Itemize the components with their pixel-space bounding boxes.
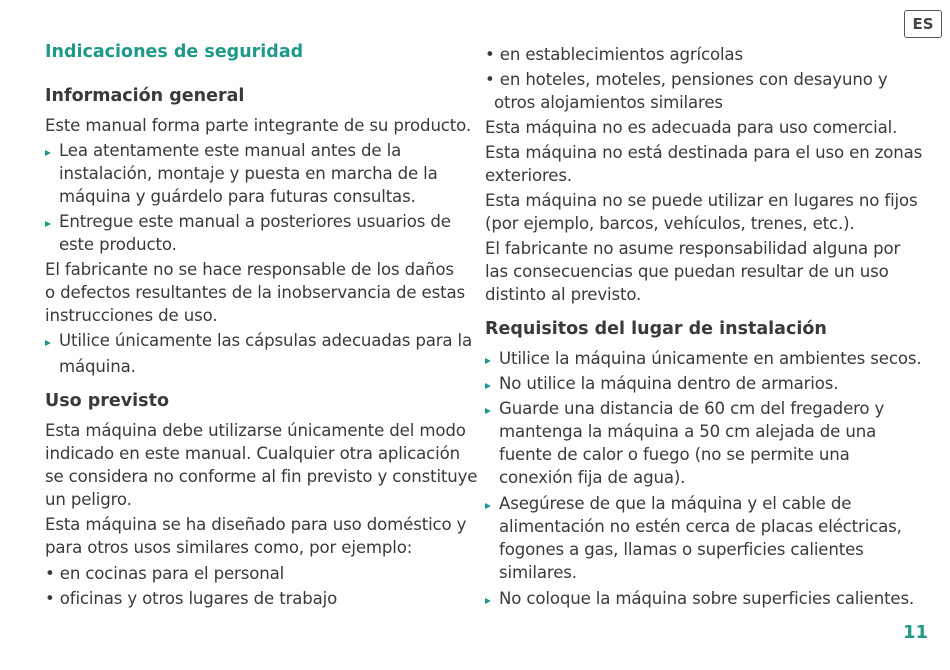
general-intro: Este manual forma parte integrante de su producto. [45,116,471,135]
req-hot-surfaces: No coloque la máquina sobre superficies calientes. [499,589,915,608]
bullet-1-line-2: instalación, montaje y puesta en marcha de la [59,164,438,183]
req-cable-line-3: fogones a gas, llamas o superficies calientes [499,540,864,559]
req-cable-line-1: Asegúrese de que la máquina y el cable de [499,494,852,513]
responsibility-line-3: distinto al previsto. [485,285,642,304]
intended-use-line-1: Esta máquina debe utilizarse únicamente del modo [45,421,466,440]
bullet-1-line-1: Lea atentamente este manual antes de la [59,141,402,160]
responsibility-line-1: El fabricante no asume responsabilidad alguna por [485,239,901,258]
bullet-2-line-1: Entregue este manual a posteriores usuarios de [59,212,451,231]
intended-use-heading: Uso previsto [45,391,169,411]
bullet-arrow-icon [485,408,491,414]
bullet-arrow-icon [45,150,51,156]
not-mobile-line-2: (por ejemplo, barcos, vehículos, trenes, etc.). [485,214,855,233]
req-dry: Utilice la máquina únicamente en ambientes secos. [499,349,922,368]
not-outdoor-line-2: exteriores. [485,166,572,185]
section-title: Indicaciones de seguridad [45,42,304,62]
manufacturer-line-3: instrucciones de uso. [45,306,218,325]
dot-item-hotels-line-1: • en hoteles, moteles, pensiones con desayuno y [485,70,888,89]
dot-item-agricultural: • en establecimientos agrícolas [485,45,743,64]
bullet-arrow-icon [45,340,51,346]
intended-use-line-3: se considera no conforme al fin previsto y constituye [45,467,478,486]
not-outdoor-line-1: Esta máquina no está destinada para el uso en zonas [485,143,923,162]
req-distance-line-2: mantenga la máquina a 50 cm alejada de una [499,422,877,441]
bullet-arrow-icon [485,598,491,604]
dot-item-offices: • oficinas y otros lugares de trabajo [45,589,338,608]
intended-use-line-2: indicado en este manual. Cualquier otra aplicación [45,444,460,463]
bullet-arrow-icon [485,383,491,389]
bullet-arrow-icon [485,358,491,364]
domestic-line-2: para otros usos similares como, por ejemplo: [45,538,413,557]
req-distance-line-4: conexión fija de agua). [499,468,686,487]
bullet-3-line-1: Utilice únicamente las cápsulas adecuadas para la [59,331,473,350]
dot-item-hotels-line-2: otros alojamientos similares [494,93,723,112]
bullet-3-line-2: máquina. [59,357,136,376]
req-distance-line-3: fuente de calor o fuego (no se permite una [499,445,850,464]
req-distance-line-1: Guarde una distancia de 60 cm del fregadero y [499,399,885,418]
manufacturer-line-2: o defectos resultantes de la inobservancia de estas [45,283,465,302]
bullet-arrow-icon [45,221,51,227]
req-cable-line-4: similares. [499,563,577,582]
not-commercial: Esta máquina no es adecuada para uso comercial. [485,118,898,137]
intended-use-line-4: un peligro. [45,490,132,509]
not-mobile-line-1: Esta máquina no se puede utilizar en lugares no fijos [485,191,918,210]
page-number: 11 [903,622,929,643]
bullet-arrow-icon [485,503,491,509]
dot-item-staff-kitchens: • en cocinas para el personal [45,564,285,583]
domestic-line-1: Esta máquina se ha diseñado para uso doméstico y [45,515,467,534]
installation-heading: Requisitos del lugar de instalación [485,319,827,339]
language-badge: ES [904,10,942,38]
responsibility-line-2: las consecuencias que puedan resultar de un uso [485,262,889,281]
req-cabinets: No utilice la máquina dentro de armarios. [499,374,839,393]
req-cable-line-2: alimentación no estén cerca de placas eléctricas, [499,517,902,536]
bullet-1-line-3: máquina y guárdelo para futuras consultas. [59,187,416,206]
manufacturer-line-1: El fabricante no se hace responsable de los daños [45,260,454,279]
general-info-heading: Información general [45,86,245,106]
bullet-2-line-2: este producto. [59,235,177,254]
